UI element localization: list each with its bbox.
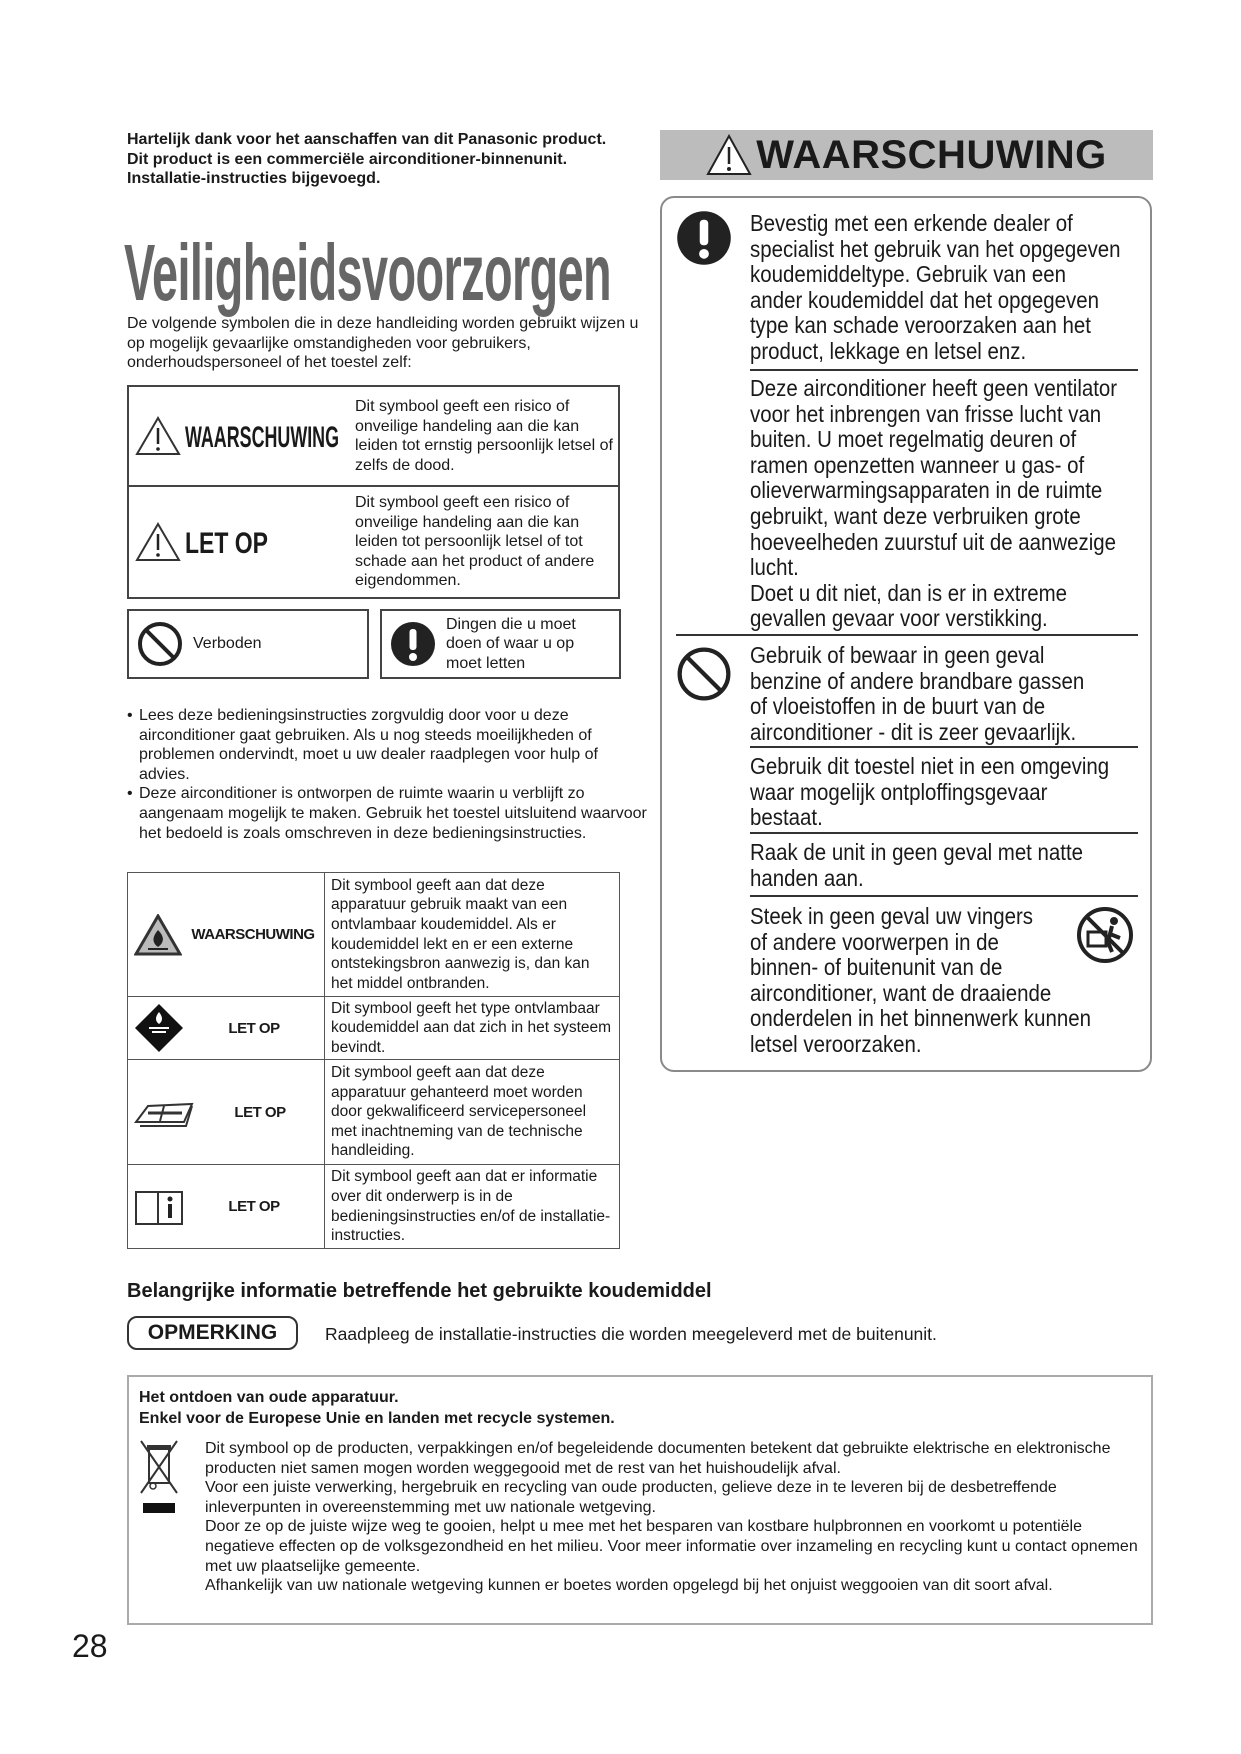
warning-line: Gebruik dit toestel niet in een omgeving — [750, 753, 1110, 779]
intro-line: Dit product is een commerciële airconditioner-binnenunit. — [127, 150, 568, 168]
caution-description: Dit symbool geeft een risico of onveilige handeling aan die kan leiden tot persoonlijk letsel of tot schade aan het product of andere eigendommen. — [353, 486, 619, 598]
disposal-paragraph: Door ze op de juiste wijze weg te gooien, helpt u mee met het besparen van kostbare hulpbronnen en voorkomt u potentiële negatieve effecten op de volksgezondheid en het milieu. Voor meer informatie over inzameling en recycling kunt u contact opnemen met uw plaatselijke gemeente. — [205, 1518, 1138, 1575]
refrigerant-symbol-table — [127, 872, 620, 1249]
warning-line: letsel veroorzaken. — [750, 1030, 922, 1057]
note-badge: OPMERKING — [127, 1316, 298, 1350]
warning-line: ander koudemiddel dat het opgegeven — [750, 286, 1099, 313]
warning-item — [750, 376, 1135, 632]
warning-line: handen aan. — [750, 864, 864, 891]
warning-item — [750, 211, 1135, 365]
warning-line: bestaat. — [750, 804, 823, 831]
disposal-paragraph: Voor een juiste verwerking, hergebruik en recycling van oude producten, gelieve deze in te leveren bij de desbetreffende inleverpunten in overeenstemming met uw nationale wetgeving. — [205, 1479, 1057, 1516]
warning-line: Gebruik of bewaar in geen geval — [750, 642, 1045, 668]
disposal-paragraph: Dit symbool op de producten, verpakkingen en/of begeleidende documenten betekent dat gebruikte elektrische en elektronische producten niet samen mogen worden weggegooid met de rest van het huishoudelijk afval. — [205, 1440, 1111, 1477]
caution-label: LET OP — [185, 526, 268, 560]
warning-item — [750, 643, 1135, 745]
mandatory-label: Dingen die u moet doen of waar u op moet letten — [446, 615, 576, 672]
disposal-subheading: Enkel voor de Europese Unie en landen met recycle systemen. — [139, 1410, 615, 1427]
warning-line: lucht. — [750, 554, 799, 581]
warning-line: gevallen gevaar voor verstikking. — [750, 605, 1048, 632]
row-description: Dit symbool geeft aan dat deze apparatuur gehanteerd moet worden door gekwalificeerd servicepersoneel met inachtneming van de technische handleiding. — [325, 1060, 620, 1165]
disposal-box — [127, 1375, 1153, 1625]
row-label: WAARSCHUWING — [191, 926, 315, 943]
intro-text — [127, 130, 647, 189]
warning-line: koudemiddeltype. Gebruik van een — [750, 261, 1066, 288]
warning-label: WAARSCHUWING — [185, 421, 339, 454]
prohibited-icon — [676, 646, 732, 702]
warning-line: product, lekkage en letsel enz. — [750, 337, 1027, 364]
row-label: LET OP — [228, 1198, 280, 1215]
warning-header — [660, 130, 1153, 180]
warning-line: airconditioner, want de draaiende — [750, 979, 1052, 1006]
warning-line: ramen openzetten wanneer u gas- of — [750, 451, 1085, 478]
intro-line: Hartelijk dank voor het aanschaffen van dit Panasonic product. — [127, 131, 607, 148]
warning-line: specialist het gebruik van het opgegeven — [750, 235, 1121, 262]
warning-item — [750, 754, 1135, 831]
mandatory-icon — [390, 621, 436, 667]
warning-line: hoeveelheden zuurstuf uit de aanwezige — [750, 528, 1117, 555]
warning-description: Dit symbool geeft een risico of onveilige handeling aan die kan leiden tot ernstig persoonlijk letsel of zelfs de dood. — [355, 398, 613, 474]
row-description: Dit symbool geeft aan dat deze apparatuur gebruik maakt van een ontvlambaar koudemiddel. Als er koudemiddel lekt en er een externe ontstekingsbron aanwezig is, dan kan het middel ontbranden. — [325, 873, 620, 997]
row-description: Dit symbool geeft aan dat er informatie over dit onderwerp is in de bedieningsinstructies en/of de installatie-instructies. — [325, 1165, 620, 1249]
warning-line: waar mogelijk ontploffingsgevaar — [750, 778, 1048, 805]
caution-label-wrap — [185, 524, 275, 560]
warning-line: buiten. U moet regelmatig deuren of — [750, 426, 1077, 453]
row-description: Dit symbool geeft het type ontvlambaar koudemiddel aan dat zich in het systeem bevindt. — [325, 997, 620, 1060]
info-manual-icon — [134, 1188, 184, 1226]
mandatory-icon — [676, 210, 732, 266]
lead-paragraph: De volgende symbolen die in deze handleiding worden gebruikt wijzen u op mogelijk gevaarlijke omstandigheden voor gebruikers, onderhoudspersoneel of het toestel zelf: — [127, 315, 639, 371]
prohibited-legend — [127, 609, 369, 679]
warning-line: of vloeistoffen in de buurt van de — [750, 693, 1046, 720]
page-number: 28 — [72, 1628, 108, 1664]
warning-panel — [660, 196, 1152, 1072]
row-label: LET OP — [228, 1019, 280, 1037]
warning-line: type kan schade veroorzaken aan het — [750, 312, 1091, 339]
section-heading: Belangrijke informatie betreffende het gebruikte koudemiddel — [127, 1280, 712, 1302]
mandatory-legend — [380, 609, 621, 679]
prohibited-label: Verboden — [193, 635, 262, 653]
table-row — [128, 1165, 620, 1249]
warning-line: airconditioner - dit is zeer gevaarlijk. — [750, 718, 1077, 745]
warning-line: Deze airconditioner heeft geen ventilator — [750, 375, 1118, 401]
table-row — [128, 386, 619, 486]
warning-line: olieverwarmingsapparaten in de ruimte — [750, 477, 1103, 504]
warning-triangle-icon — [706, 134, 752, 176]
warning-triangle-icon — [135, 416, 181, 456]
note-text: Raadpleeg de installatie-instructies die worden meegeleverd met de buitenunit. — [325, 1324, 937, 1344]
disposal-heading: Het ontdoen van oude apparatuur. — [139, 1389, 399, 1406]
warning-line: benzine of andere brandbare gassen — [750, 667, 1085, 694]
warning-label-wrap — [185, 418, 345, 454]
warning-line: voor het inbrengen van frisse lucht van — [750, 400, 1102, 427]
flammable-gas-diamond-icon — [134, 1003, 184, 1053]
weee-bin-icon — [139, 1439, 179, 1523]
table-row — [128, 486, 619, 598]
warning-line: Raak de unit in geen geval met natte — [750, 839, 1084, 865]
table-row — [128, 873, 620, 997]
warning-line: Doet u dit niet, dan is er in extreme — [750, 579, 1068, 606]
flammable-warning-icon — [134, 914, 182, 956]
instructions-list — [127, 706, 649, 843]
intro-line: Installatie-instructies bijgevoegd. — [127, 170, 381, 187]
symbol-table — [127, 385, 620, 599]
table-row — [128, 997, 620, 1060]
warning-item — [750, 840, 1135, 891]
disposal-paragraph: Afhankelijk van uw nationale wetgeving kunnen er boetes worden opgelegd bij het onjuist weggooien van dit soort afval. — [205, 1577, 1053, 1595]
warning-line: gebruikt, want deze verbruiken grote — [750, 502, 1081, 529]
service-manual-icon — [134, 1096, 196, 1128]
warning-line: Steek in geen geval uw vingers — [750, 903, 1034, 929]
list-item: • Lees deze bedieningsinstructies zorgvuldig door voor u deze airconditioner gaat gebruiken. Als u nog steeds moeilijkheden of problemen ondervindt, moet u uw dealer raadplegen voor hulp of advies. — [127, 706, 649, 784]
warning-line: onderdelen in het binnenwerk kunnen — [750, 1005, 1092, 1032]
warning-line: of andere voorwerpen in de — [750, 928, 999, 955]
no-fingers-in-unit-icon — [1076, 906, 1134, 964]
warning-triangle-icon — [135, 522, 181, 562]
table-row — [128, 1060, 620, 1165]
page-title: Veiligheidsvoorzorgen — [124, 228, 612, 317]
warning-line: binnen- of buitenunit van de — [750, 954, 1003, 981]
prohibited-icon — [137, 621, 183, 667]
warning-title: WAARSCHUWING — [756, 132, 1107, 177]
warning-line: Bevestig met een erkende dealer of — [750, 210, 1073, 236]
row-label: LET OP — [234, 1103, 286, 1121]
list-item: • Deze airconditioner is ontworpen de ruimte waarin u verblijft zo aangenaam mogelijk te maken. Gebruik het toestel uitsluitend waarvoor het bedoeld is zoals omschreven in deze bedieningsinstructies. — [127, 784, 649, 843]
